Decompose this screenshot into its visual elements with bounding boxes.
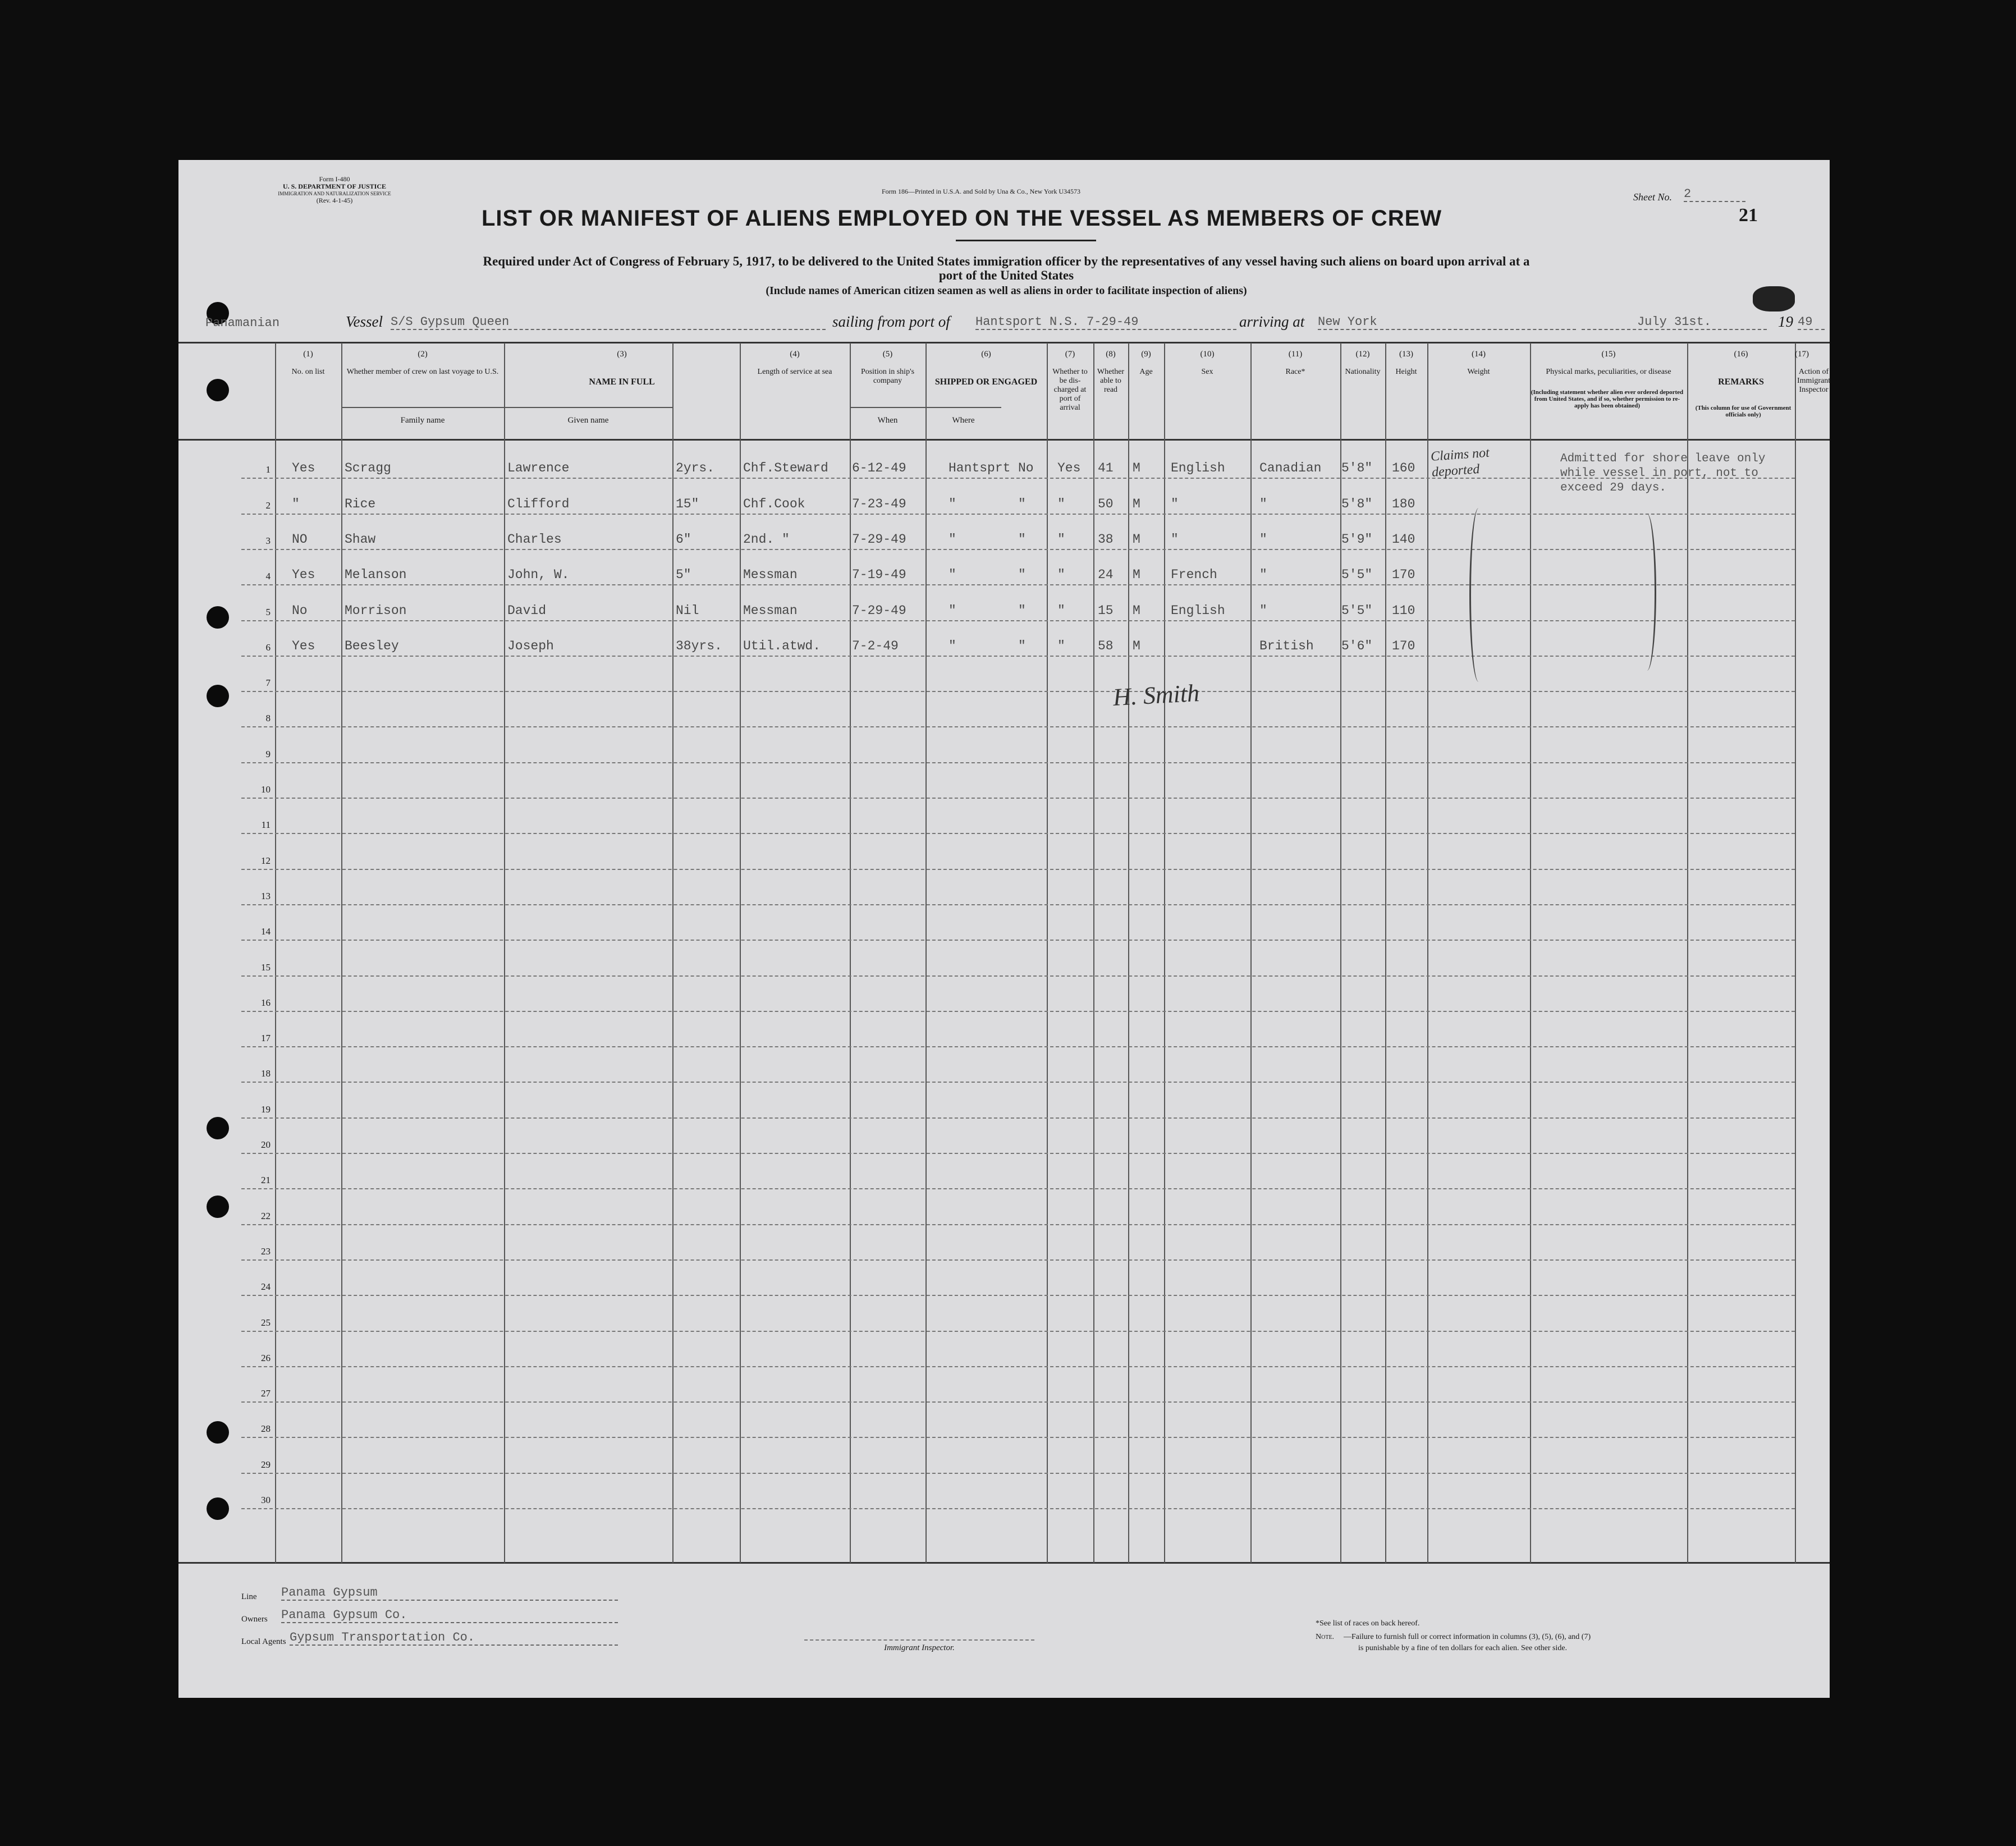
cell-age: 50 [1098,496,1114,511]
row-rule [241,1331,1795,1332]
row-rule [241,1082,1795,1083]
cell-discharged: " [1018,603,1026,618]
subheader-where: Where [952,416,975,425]
cell-weight: 160 [1392,461,1415,476]
row-rule [241,1153,1795,1154]
row-number: 27 [261,1388,271,1399]
column-label: Weight [1467,368,1490,376]
column-rule [1047,343,1048,1563]
cell-last-voyage: No [292,603,308,618]
cell-last-voyage: Yes [292,638,315,653]
cell-discharged: " [1018,532,1026,547]
cell-position: 2nd. " [743,532,790,547]
year-suffix: 49 [1798,315,1825,330]
row-number: 16 [261,997,271,1008]
row-number: 12 [261,855,271,866]
name-subheader-rule [341,407,672,408]
column-number: (13) [1399,350,1413,359]
column-label: Nationality [1345,368,1381,376]
cell-position: Chf.Cook [743,496,805,511]
column-number: (16) [1734,350,1748,359]
cell-weight: 170 [1392,638,1415,653]
row-number: 3 [265,535,271,546]
punch-hole [207,1117,229,1139]
row-number: 6 [265,642,271,653]
cell-position: Chf.Steward [743,461,828,476]
cell-given: Lawrence [507,461,570,476]
row-number: 4 [265,571,271,582]
column-label: Whether to be dis-charged at port of arrival [1052,368,1088,412]
cell-height: 5'8" [1341,461,1373,476]
vessel-flag: Panamanian [205,316,280,330]
row-number: 9 [265,748,271,759]
cell-sex: M [1133,532,1140,547]
cell-where: " [949,638,956,653]
row-number: 1 [265,464,271,475]
column-label: Age [1139,368,1153,376]
cell-race: " [1171,496,1179,511]
cell-service: 38yrs. [676,638,722,653]
cell-height: 5'6" [1341,638,1373,653]
cell-where: " [949,532,956,547]
department-line: U. S. DEPARTMENT OF JUSTICE [282,182,387,190]
sheet-number: 2 [1684,187,1745,202]
cell-family: Rice [345,496,376,511]
column-number: (12) [1355,350,1370,359]
table-top-border [178,342,1830,343]
row-rule [241,1508,1795,1509]
row-number: 28 [261,1423,271,1435]
cell-service: 5" [676,567,691,583]
column-number: (11) [1288,350,1303,359]
row-number: 7 [265,677,271,689]
row-number: 22 [261,1210,271,1221]
cell-read: " [1057,567,1065,583]
cell-last-voyage: Yes [292,567,315,583]
row-number: 20 [261,1139,271,1150]
cell-sex: M [1133,567,1140,583]
row-number: 13 [261,890,271,901]
cell-height: 5'5" [1341,603,1373,618]
cell-where: " [949,567,956,583]
row-number: 19 [261,1103,271,1115]
column-number: (3) [617,350,627,359]
cell-family: Morrison [345,603,407,618]
cell-weight: 110 [1392,603,1415,618]
cell-position: Messman [743,567,798,583]
sailing-label: sailing from port of [832,313,950,330]
row-rule [241,1366,1795,1367]
cell-race: English [1171,461,1225,476]
physical-note-handwriting: Claims not deported [1430,445,1490,480]
row-rule [241,975,1795,977]
row-rule [241,549,1795,550]
row-rule [241,1224,1795,1225]
cell-service: Nil [676,603,699,618]
column-rule [1250,343,1252,1563]
column-rule [341,343,342,1563]
brace-mark [1638,514,1656,671]
line-value: Panama Gypsum [281,1586,618,1601]
column-rule [1093,343,1094,1563]
table-bottom-border [178,1562,1830,1564]
title-underline [956,240,1096,241]
printer-line: Form 186—Printed in U.S.A. and Sold by Una & Co., New York U34573 [881,187,1080,195]
column-rule [1795,343,1796,1563]
row-rule [241,584,1795,585]
row-number: 15 [261,961,271,973]
subheader-family: Family name [400,416,445,425]
column-number: (14) [1472,350,1486,359]
cell-age: 38 [1098,532,1114,547]
column-label: No. on list [291,368,325,376]
sheet-label: Sheet No. [1633,191,1672,203]
row-rule [241,691,1795,692]
cell-race: " [1171,532,1179,547]
cell-nationality: " [1259,532,1267,547]
cell-sex: M [1133,603,1140,618]
row-rule [241,1437,1795,1438]
column-label: Action of Immigrant Inspector [1797,368,1831,394]
cell-sex: M [1133,638,1140,653]
row-rule [241,514,1795,515]
row-number: 8 [265,713,271,724]
cell-family: Beesley [345,638,399,653]
note-text-1: —Failure to furnish full or correct information in columns (3), (5), (6), and (7) [1344,1633,1591,1641]
row-rule [241,1473,1795,1474]
row-number: 29 [261,1459,271,1470]
subheader-given: Given name [567,416,609,425]
cell-position: Messman [743,603,798,618]
cell-nationality: " [1259,496,1267,511]
cell-where: " [949,496,956,511]
row-rule [241,1295,1795,1296]
page-number: 21 [1739,205,1758,226]
cell-service: 6" [676,532,691,547]
arriving-port: New York [1318,315,1576,330]
column-number: (5) [882,350,893,359]
row-number: 10 [261,784,271,795]
manifest-sheet [178,160,1830,1698]
column-rule [1340,343,1341,1563]
row-number: 24 [261,1281,271,1293]
cell-race: French [1171,567,1217,583]
column-number: (4) [790,350,800,359]
cell-service: 15" [676,496,699,511]
cell-nationality: " [1259,567,1267,583]
row-number: 25 [261,1317,271,1328]
column-rule [672,343,673,1563]
note-text-2: is punishable by a fine of ten dollars for each alien. See other side. [1358,1644,1568,1652]
punch-hole [207,379,229,401]
column-label: REMARKS [1718,377,1764,387]
cell-discharged: " [1018,496,1026,511]
row-rule [241,1046,1795,1047]
cell-family: Melanson [345,567,407,583]
column-rule [850,343,851,1563]
row-rule [241,1259,1795,1261]
row-rule [241,1011,1795,1012]
cell-given: Clifford [507,496,570,511]
cell-age: 58 [1098,638,1114,653]
cell-race: English [1171,603,1225,618]
row-rule [241,798,1795,799]
row-rule [241,904,1795,905]
note-label: Note. [1316,1633,1335,1641]
column-number: (8) [1106,350,1116,359]
column-rule [740,343,741,1563]
sailing-port: Hantsport N.S. 7-29-49 [975,315,1236,330]
cell-discharged: " [1018,638,1026,653]
row-rule [241,833,1795,834]
cell-age: 15 [1098,603,1114,618]
owners-label: Owners [241,1615,268,1624]
column-number: (17) [1795,350,1809,359]
column-number: (7) [1065,350,1075,359]
column-rule [925,343,927,1563]
cell-when: 6-12-49 [852,461,906,476]
inspector-note: (This column for use of Government officials only) [1695,405,1792,418]
punch-hole [207,685,229,707]
row-rule [241,940,1795,941]
subheader-when: When [877,416,898,425]
cell-height: 5'9" [1341,532,1373,547]
cell-given: John, W. [507,567,570,583]
cell-weight: 170 [1392,567,1415,583]
row-number: 23 [261,1245,271,1257]
column-rule [1530,343,1531,1563]
column-label: NAME IN FULL [589,377,655,387]
row-rule [241,726,1795,727]
cell-last-voyage: " [292,496,300,511]
column-label: Physical marks, peculiarities, or disease [1546,368,1671,376]
row-number: 30 [261,1495,271,1505]
cell-read: " [1057,496,1065,511]
arriving-label: arriving at [1239,313,1305,330]
row-rule [241,656,1795,657]
column-number: (15) [1601,350,1616,359]
row-rule [241,1188,1795,1189]
column-label: Sex [1201,368,1213,376]
cell-given: Charles [507,532,562,547]
subtitle-line-2: port of the United States [938,268,1074,282]
cell-age: 41 [1098,461,1114,476]
signature-handwriting: H. Smith [1112,679,1201,711]
cell-when: 7-19-49 [852,567,906,583]
header-bottom-border [178,439,1830,441]
column-label: Height [1395,368,1417,376]
cell-last-voyage: NO [292,532,308,547]
column-number: (2) [418,350,428,359]
cell-when: 7-2-49 [852,638,899,653]
row-number: 14 [261,926,271,937]
cell-height: 5'8" [1341,496,1373,511]
revision: (Rev. 4-1-45) [316,196,353,204]
row-number: 5 [265,606,271,617]
remarks-note: (Including statement whether alien ever ordered deported from United States, and if so, whether permission to re-apply has been obtained) [1531,389,1684,409]
column-rule [1385,343,1386,1563]
cell-position: Util.atwd. [743,638,821,653]
form-number: Form I-480 [319,175,350,183]
inspector-signature-line [804,1639,1034,1641]
column-label: SHIPPED OR ENGAGED [934,377,1038,387]
row-number: 26 [261,1352,271,1363]
subtitle-line-3: (Include names of American citizen seamen as well as aliens in order to facilitate inspection of aliens) [766,285,1247,297]
column-number: (9) [1141,350,1151,359]
cell-read: " [1057,638,1065,653]
cell-where: " [949,603,956,618]
cell-discharged: " [1018,567,1026,583]
cell-read: " [1057,603,1065,618]
cell-nationality: Canadian [1259,461,1322,476]
column-number: (1) [303,350,313,359]
cell-read: Yes [1057,461,1081,476]
cell-sex: M [1133,496,1140,511]
column-rule [504,343,505,1563]
vessel-name: S/S Gypsum Queen [391,315,826,330]
row-rule [241,620,1795,621]
agents-value: Gypsum Transportation Co. [290,1630,618,1646]
cell-discharged: No [1018,461,1034,476]
column-label: Race* [1285,368,1305,376]
cell-weight: 180 [1392,496,1415,511]
line-label: Line [241,1592,257,1601]
column-rule [1128,343,1129,1563]
cell-when: 7-29-49 [852,603,906,618]
row-rule [241,762,1795,763]
row-number: 11 [261,819,271,831]
column-number: (6) [981,350,991,359]
punch-hole [207,1421,229,1444]
inspector-label: Immigrant Inspector. [884,1643,955,1652]
row-number: 18 [261,1068,271,1079]
year-prefix: 19 [1778,313,1793,330]
row-number: 2 [265,500,271,511]
punch-hole [207,1497,229,1520]
cell-nationality: " [1259,603,1267,618]
column-rule [275,343,276,1563]
row-rule [241,869,1795,870]
cell-nationality: British [1259,638,1314,653]
shipped-subheader-rule [850,407,1001,408]
cell-where: Hantsprt [949,461,1011,476]
cell-given: David [507,603,547,618]
column-rule [1164,343,1165,1563]
cell-read: " [1057,532,1065,547]
owners-value: Panama Gypsum Co. [281,1608,618,1623]
remarks-typed: Admitted for shore leave only while vessel in port, not to exceed 29 days. [1560,452,1766,494]
row-rule [241,1401,1795,1403]
column-label: Whether member of crew on last voyage to U.S. [346,368,499,376]
column-label: Position in ship's company [860,368,915,385]
brace-mark [1469,508,1488,682]
arrival-date: July 31st. [1582,315,1767,330]
cell-given: Joseph [507,638,554,653]
row-number: 21 [261,1175,271,1186]
cell-when: 7-23-49 [852,496,906,511]
column-label: Length of service at sea [757,368,832,376]
service-line: IMMIGRATION AND NATURALIZATION SERVICE [278,191,391,196]
agents-label: Local Agents [241,1637,286,1646]
cell-service: 2yrs. [676,461,715,476]
punch-hole [207,606,229,629]
cell-age: 24 [1098,567,1114,583]
column-rule [1687,343,1688,1563]
column-label: Whether able to read [1097,368,1125,394]
page-title: LIST OR MANIFEST OF ALIENS EMPLOYED ON THE VESSEL AS MEMBERS OF CREW [482,206,1442,231]
races-note: *See list of races on back hereof. [1316,1619,1420,1628]
cell-family: Scragg [345,461,391,476]
cell-sex: M [1133,461,1140,476]
column-number: (10) [1200,350,1215,359]
column-rule [1427,343,1428,1563]
vessel-label: Vessel [346,313,383,330]
cell-when: 7-29-49 [852,532,906,547]
cell-weight: 140 [1392,532,1415,547]
row-rule [241,1117,1795,1119]
subtitle-line-1: Required under Act of Congress of February 5, 1917, to be delivered to the United States immigration officer by the representatives of any vessel having such aliens on board upon arrival at a [483,254,1530,268]
cell-family: Shaw [345,532,376,547]
cell-height: 5'5" [1341,567,1373,583]
row-number: 17 [261,1033,271,1044]
cell-last-voyage: Yes [292,461,315,476]
punch-hole [207,1195,229,1218]
